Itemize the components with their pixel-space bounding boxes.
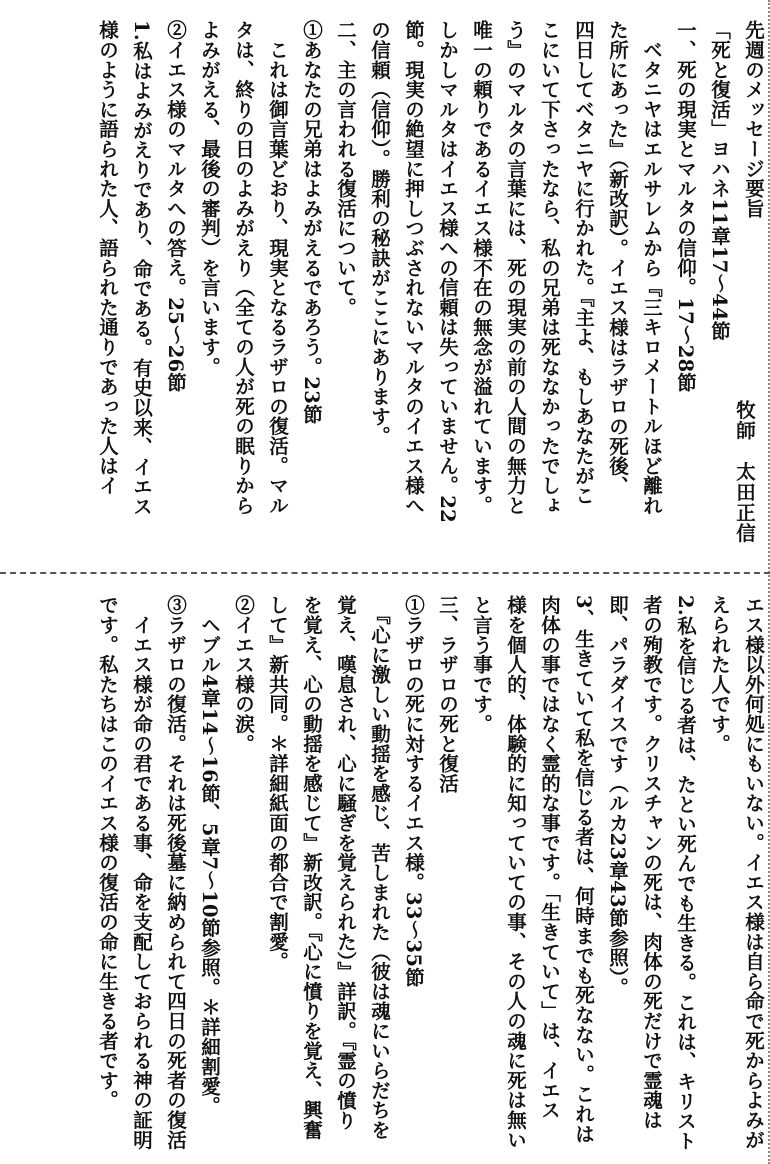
- text-column: 様を個人的、体験的に知っていての事、その人の魂に死は無い: [504, 595, 527, 1150]
- text-column: えられた人です。: [708, 595, 731, 754]
- message-summary-bottom: [0, 595, 770, 1155]
- text-column: 即、パラダイスです（ルカ23章43節参照）。: [606, 595, 629, 998]
- text-column: イエス様が命の君である事、命を支配しておられる神の証明: [130, 595, 153, 1150]
- message-summary-top: [0, 20, 770, 540]
- author-name: 牧師 太田正信: [733, 400, 756, 544]
- text-column: 者の殉教です。クリスチャンの死は、肉体の死だけで霊魂は: [640, 595, 663, 1130]
- text-column: た所にあった』（新改訳）。イエス様はラザロの死後、: [606, 20, 629, 496]
- section-heading: 二、主の言われる復活について。: [334, 20, 357, 317]
- text-column: 肉体の事ではなく霊的な事です。「生きていて」は、イエス: [538, 595, 561, 1120]
- text-column: タは、終りの日のよみがえり（全ての人が死の眠りから: [232, 20, 255, 515]
- section-divider: [0, 572, 770, 574]
- text-column: しかしマルタはイエス様への信頼は失っていません。22: [436, 20, 459, 523]
- sub-heading: ②イエス様の涙。: [232, 595, 255, 754]
- text-column: 1.私はよみがえりであり、命である。有史以来、イエス: [130, 20, 153, 517]
- sub-heading: ③ラザロの復活。それは死後墓に納められて四日の死者の復活: [164, 595, 187, 1150]
- text-column: です。私たちはこのイエス様の復活の命に生きる者です。: [96, 595, 119, 1110]
- section-heading: 一、死の現実とマルタの信仰。17～28節: [674, 20, 697, 393]
- text-column: エス様以外何処にもいない。イエス様は自ら命で死からよみが: [742, 595, 765, 1150]
- text-column: う』のマルタの言葉には、死の現実の前の人間の無力と: [504, 20, 527, 515]
- text-column: 節。現実の絶望に押しつぶされないマルタのイエス様へ: [402, 20, 425, 515]
- text-column: 四日してベタニヤに行かれた。『主よ、もしあなたがこ: [572, 20, 595, 506]
- text-column: 覚え、嘆息され、心に騒ぎを覚えられた）』詳訳。『霊の憤り: [334, 595, 357, 1130]
- text-column: これは御言葉どおり、現実となるラザロの復活。マル: [266, 20, 289, 515]
- text-column: ベタニヤはエルサレムから『三キロメートルほど離れ: [640, 20, 663, 515]
- text-column: 「死と復活」ヨハネ11章17～44節: [708, 20, 731, 341]
- text-column: と言う事です。: [470, 595, 493, 734]
- section-heading: 三、ラザロの死と復活: [436, 595, 459, 793]
- text-column: こにいて下さったなら、私の兄弟は死ななかったでしょ: [538, 20, 561, 515]
- sub-heading: ②イエス様のマルタへの答え。25～26節: [164, 20, 187, 393]
- page-title: 先週のメッセージ要旨: [742, 20, 765, 218]
- text-column: ヘブル4章14～16節、5章7～10節参照。＊詳細割愛。: [198, 595, 221, 1116]
- text-column: 様のように語られた人、語られた通りであった人はイ: [96, 20, 119, 496]
- text-column: 2.私を信じる者は、たとい死んでも生きる。これは、キリスト: [674, 595, 697, 1151]
- text-column: して』新共同。＊詳細紙面の都合で割愛。: [266, 595, 289, 972]
- sub-heading: ①あなたの兄弟はよみがえるであろう。23節: [300, 20, 323, 424]
- text-column: 唯一の頼りであるイエス様不在の無念が溢れています。: [470, 20, 493, 515]
- text-column: よみがえる、最後の審判）を言います。: [198, 20, 221, 377]
- text-column: 『心に激しい動揺を感じ、苦しまれた（彼は魂にいらだちを: [368, 595, 391, 1140]
- text-column: を覚え、心の動揺を感じて』新改訳。『心に憤りを覚え、興奮: [300, 595, 323, 1140]
- text-column: 3、生きていて私を信じる者は、何時までも死なない。これは: [572, 595, 595, 1144]
- sub-heading: ①ラザロの死に対するイエス様。33～35節: [402, 595, 425, 988]
- text-column: の信頼（信仰）。勝利の秘訣がここにあります。: [368, 20, 391, 446]
